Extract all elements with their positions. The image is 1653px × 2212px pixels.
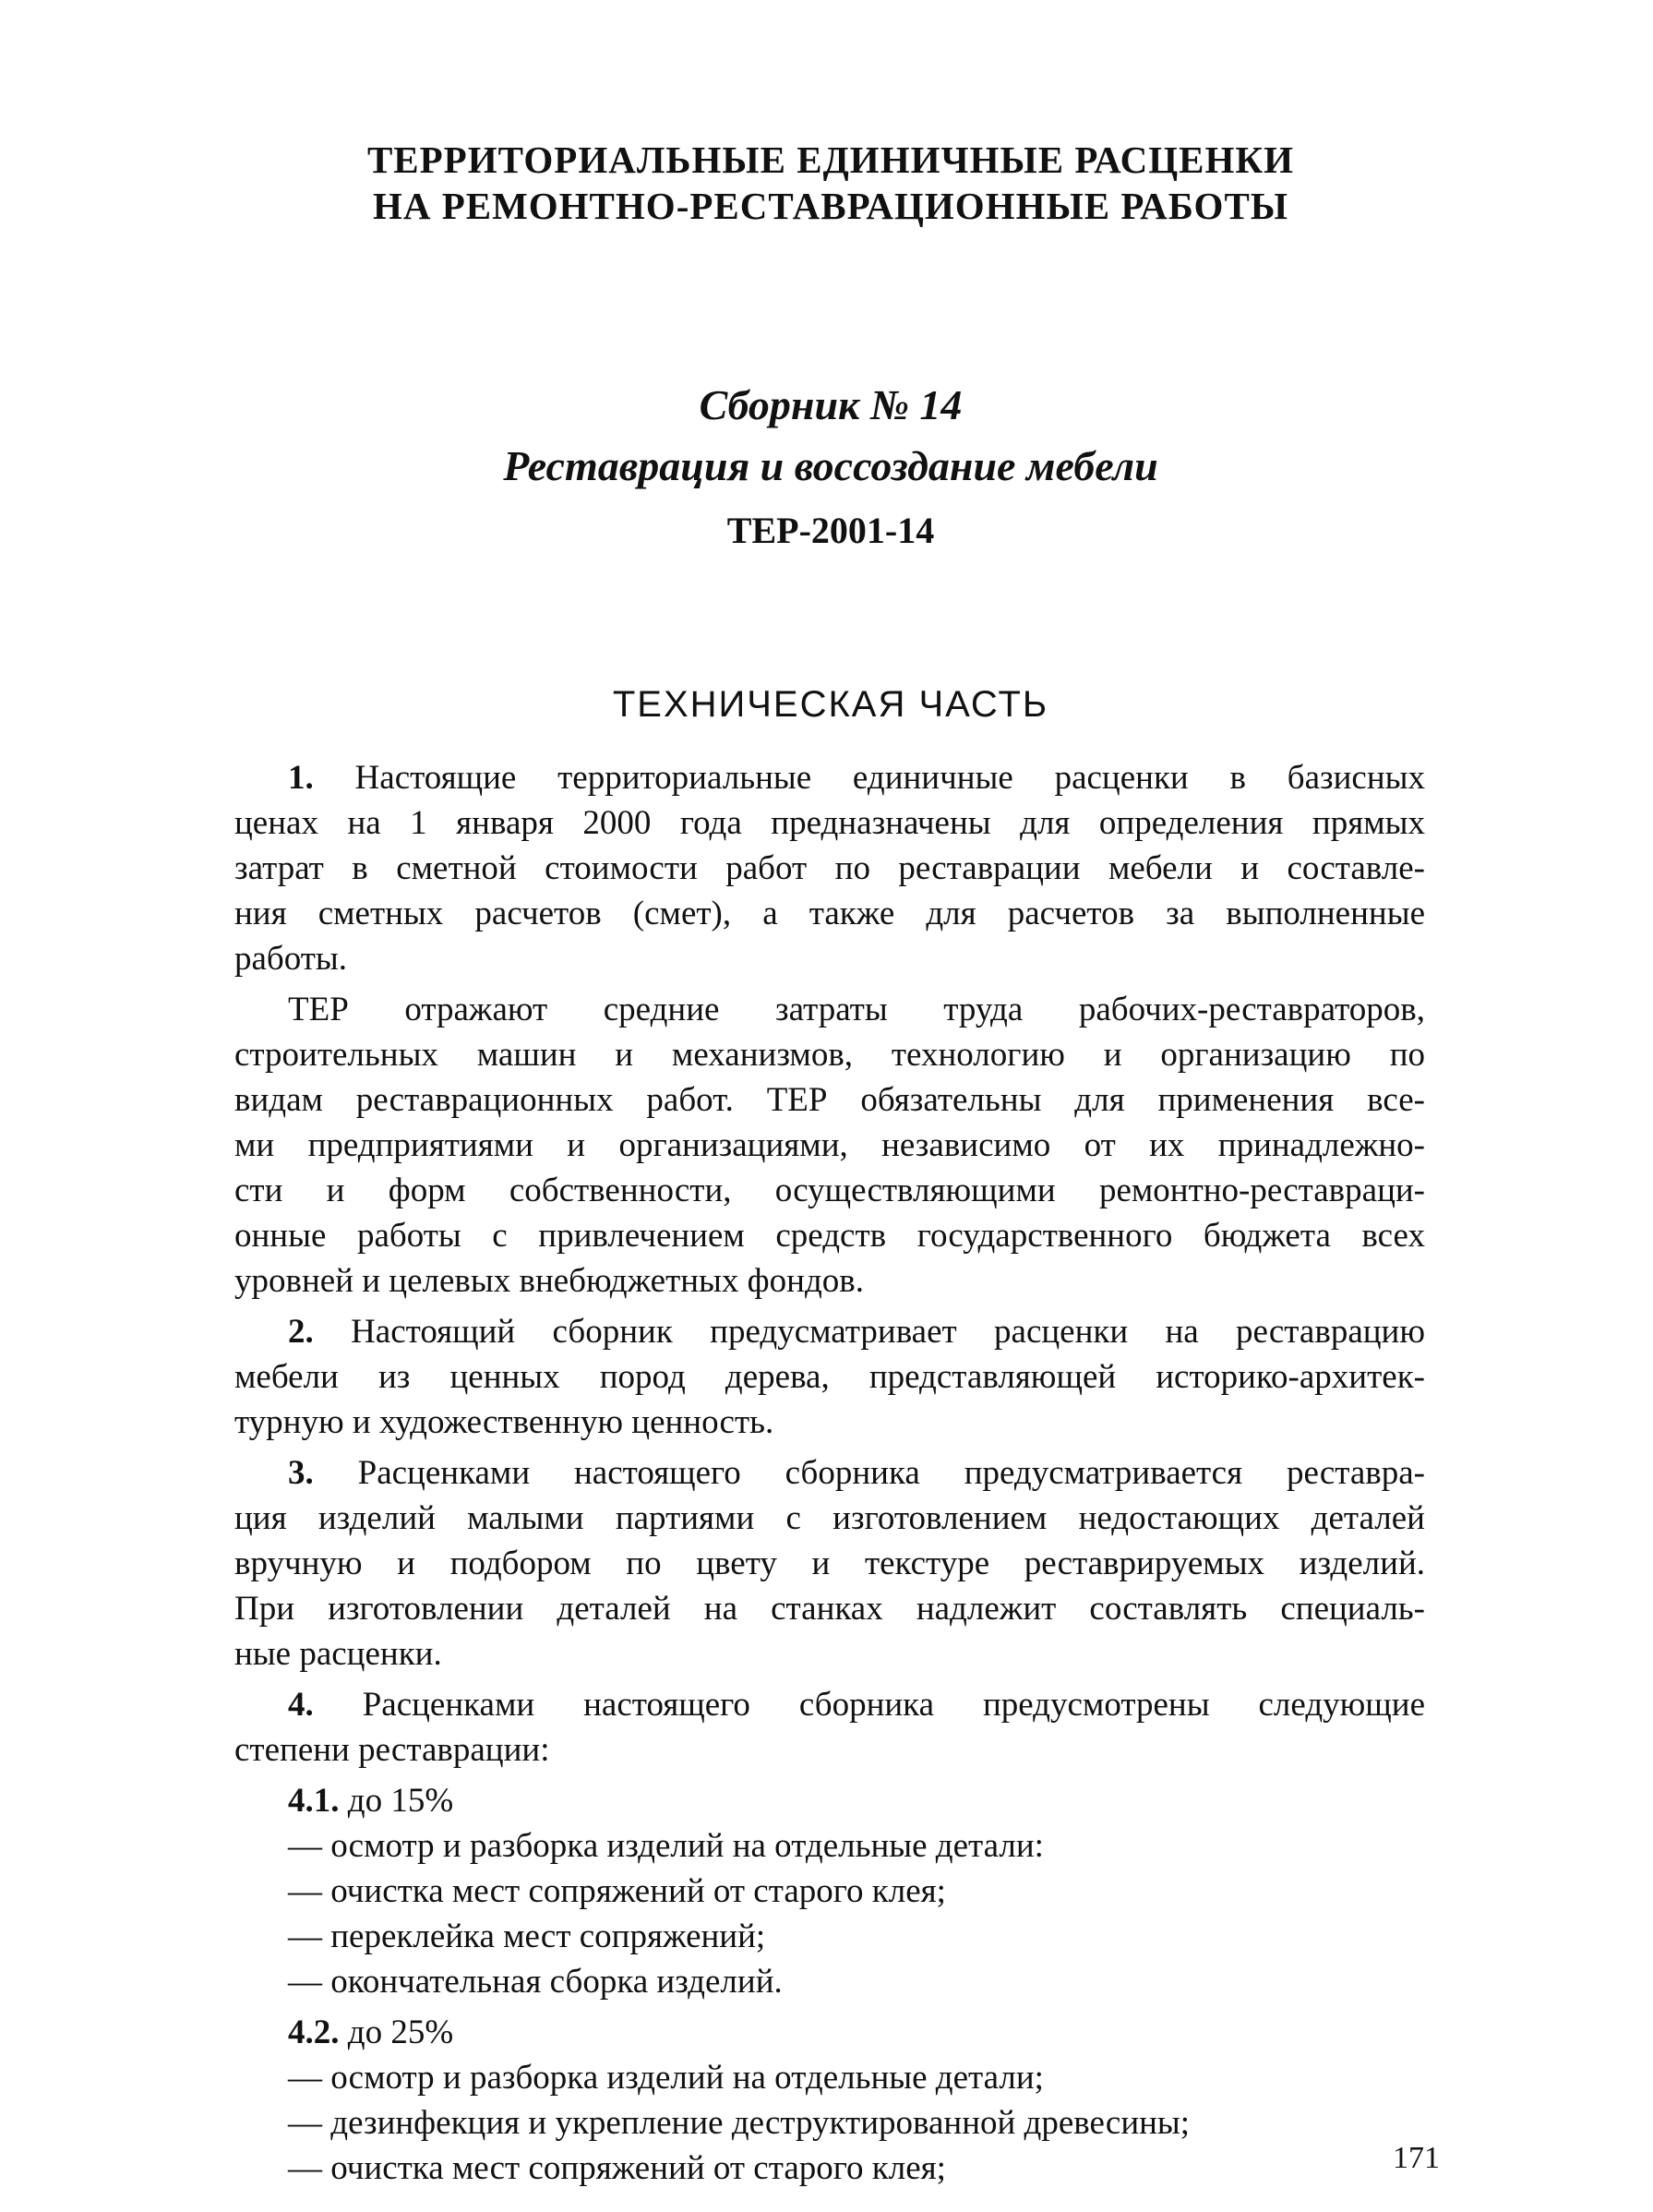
text-line: ция изделий малыми партиями с изготовлением недостающих деталей	[234, 1499, 1425, 1537]
document-code: ТЕР-2001-14	[726, 510, 935, 551]
document-body	[234, 755, 1425, 2196]
text-line: ния сметных расчетов (смет), а также для расчетов за выполненные	[234, 895, 1425, 932]
list-item: — осмотр и разборка изделий на отдельные детали;	[288, 2059, 1044, 2097]
level-label: до 15%	[347, 1782, 454, 1820]
text-line: работы.	[234, 940, 348, 978]
collection-heading	[277, 375, 1384, 497]
paragraph-number: 1.	[288, 759, 314, 797]
text-line: уровней и целевых внебюджетных фондов.	[234, 1262, 864, 1300]
paragraph-4	[234, 1450, 1425, 1677]
list-item: — окончательная сборка изделий.	[288, 1963, 783, 2001]
text-line: Расценками настоящего сборника предусматривается реставра-	[357, 1454, 1426, 1492]
text-line: вручную и подбором по цвету и текстуре реставрируемых изделий.	[234, 1545, 1425, 1582]
text-line: онные работы с привлечением средств государственного бюджета всех	[234, 1217, 1425, 1255]
text-line: Настоящий сборник предусматривает расценки на реставрацию	[351, 1313, 1425, 1351]
restoration-level-2	[234, 2010, 1425, 2191]
collection-number: Сборник № 14	[699, 381, 963, 428]
paragraph-5	[234, 1682, 1425, 1773]
title-line-2: НА РЕМОНТНО-РЕСТАВРАЦИОННЫЕ РАБОТЫ	[372, 185, 1289, 227]
level-number: 4.2.	[288, 2014, 340, 2051]
paragraph-number: 3.	[288, 1454, 314, 1492]
list-item: — дезинфекция и укрепление деструктированной древесины;	[288, 2104, 1191, 2142]
text-line: При изготовлении деталей на станках надлежит составлять специаль-	[234, 1590, 1425, 1628]
text-line: строительных машин и механизмов, технологию и организацию по	[234, 1036, 1425, 1074]
text-line: турную и художественную ценность.	[234, 1403, 774, 1441]
document-title	[277, 137, 1384, 229]
paragraph-number: 4.	[288, 1686, 314, 1724]
text-line: мебели из ценных пород дерева, представляющей историко-архитек-	[234, 1358, 1425, 1396]
page-number: 171	[1393, 2141, 1440, 2175]
paragraph-number: 2.	[288, 1313, 314, 1351]
text-line: затрат в сметной стоимости работ по реставрации мебели и составле-	[234, 849, 1425, 887]
paragraph-1	[234, 755, 1425, 981]
section-heading: ТЕХНИЧЕСКАЯ ЧАСТЬ	[612, 684, 1049, 725]
list-item: — очистка мест сопряжений от старого клея;	[288, 2149, 946, 2187]
list-item: — очистка мест сопряжений от старого клея;	[288, 1872, 946, 1910]
text-line: ные расценки.	[234, 1635, 442, 1673]
restoration-level-1	[234, 1778, 1425, 2004]
level-label: до 25%	[347, 2014, 454, 2051]
list-item: — осмотр и разборка изделий на отдельные детали:	[288, 1827, 1044, 1865]
text-line: ми предприятиями и организациями, независимо от их принадлежно-	[234, 1126, 1425, 1164]
text-line: степени реставрации:	[234, 1731, 550, 1769]
text-line: видам реставрационных работ. ТЕР обязательны для применения все-	[234, 1081, 1425, 1119]
list-item: — переклейка мест сопряжений;	[288, 1917, 766, 1955]
title-line-1: ТЕРРИТОРИАЛЬНЫЕ ЕДИНИЧНЫЕ РАСЦЕНКИ	[366, 138, 1295, 181]
collection-name: Реставрация и воссоздание мебели	[503, 442, 1158, 489]
text-line: ТЕР отражают средние затраты труда рабочих-реставраторов,	[288, 991, 1425, 1028]
text-line: ценах на 1 января 2000 года предназначены для определения прямых	[234, 804, 1425, 842]
text-line: сти и форм собственности, осуществляющими ремонтно-реставраци-	[234, 1172, 1425, 1209]
paragraph-3	[234, 1309, 1425, 1445]
level-number: 4.1.	[288, 1782, 340, 1820]
text-line: Настоящие территориальные единичные расценки в базисных	[354, 759, 1425, 797]
text-line: Расценками настоящего сборника предусмотрены следующие	[362, 1686, 1425, 1724]
paragraph-2	[234, 987, 1425, 1304]
